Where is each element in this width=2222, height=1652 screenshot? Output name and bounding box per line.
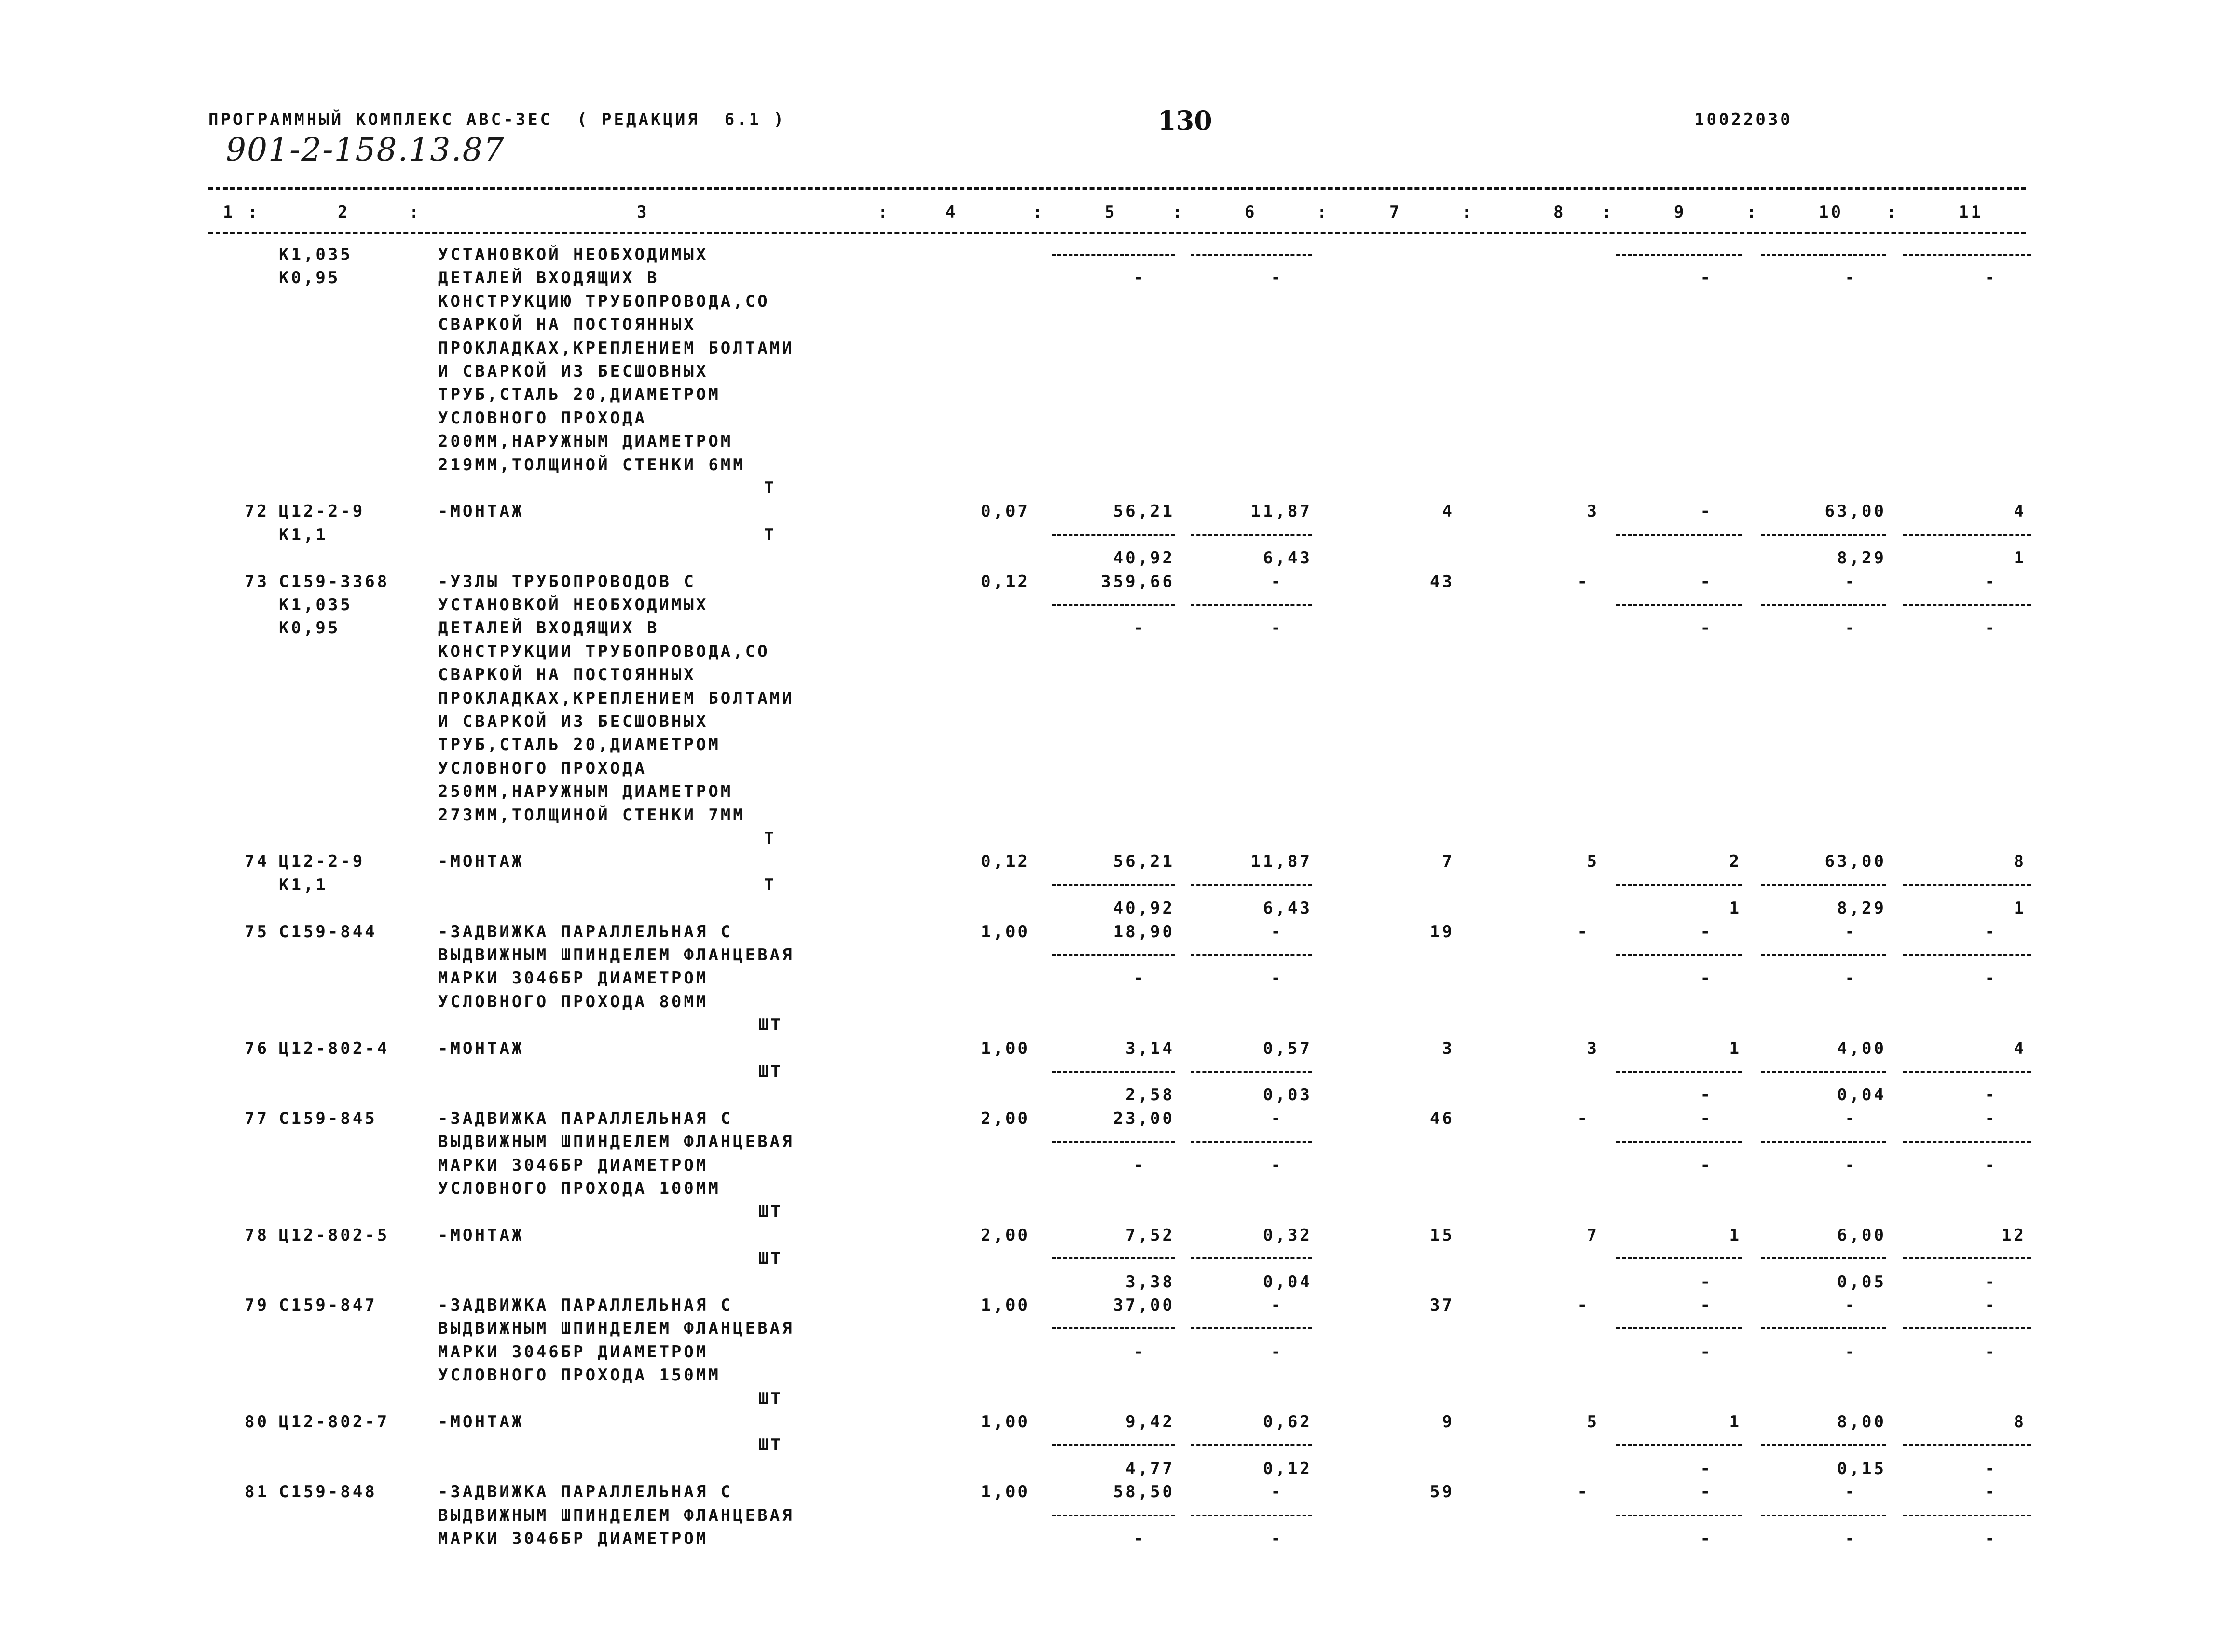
cell-c9: - bbox=[1700, 1272, 1713, 1292]
cell-c5: 4,77 bbox=[1125, 1459, 1175, 1478]
cell-c7: 3 bbox=[1442, 1039, 1454, 1058]
cell-c6: - bbox=[1271, 1156, 1283, 1175]
cell-c10: 4,00 bbox=[1837, 1039, 1886, 1058]
work-description: УСЛОВНОГО ПРОХОДА bbox=[438, 759, 647, 778]
subtotal-dash-c9 bbox=[1616, 1071, 1742, 1073]
work-description: ПРОКЛАДКАХ,КРЕПЛЕНИЕМ БОЛТАМИ bbox=[438, 689, 795, 708]
unit-of-measure: ШТ bbox=[758, 1062, 783, 1081]
cell-c9: - bbox=[1700, 1529, 1713, 1548]
cell-c6: - bbox=[1271, 618, 1283, 638]
cell-c5: 3,38 bbox=[1125, 1272, 1175, 1292]
cell-c10: 0,04 bbox=[1837, 1085, 1886, 1105]
cell-c11: - bbox=[1985, 268, 1997, 287]
cell-c5: 23,00 bbox=[1113, 1109, 1175, 1128]
item-number: 80 bbox=[245, 1412, 269, 1432]
handwritten-series-number: 901-2-158.13.87 bbox=[226, 131, 505, 168]
cell-c10: - bbox=[1845, 1156, 1857, 1175]
cell-c5: - bbox=[1133, 1342, 1146, 1362]
cell-c7: 43 bbox=[1430, 572, 1454, 591]
column-header-10: : bbox=[1317, 203, 1330, 222]
work-description: -МОНТАЖ bbox=[438, 502, 524, 521]
work-description: ВЫДВИЖНЫМ ШПИНДЕЛЕМ ФЛАНЦЕВАЯ bbox=[438, 945, 795, 965]
subtotal-dash-c9 bbox=[1616, 604, 1742, 606]
work-description: 273ММ,ТОЛЩИНОЙ СТЕНКИ 7ММ bbox=[438, 806, 745, 825]
rate-code: К1,1 bbox=[279, 525, 328, 545]
work-description: -ЗАДВИЖКА ПАРАЛЛЕЛЬНАЯ С bbox=[438, 1109, 733, 1128]
cell-c11: - bbox=[1985, 1085, 1997, 1105]
unit-of-measure: ШТ bbox=[758, 1249, 783, 1268]
work-description: -МОНТАЖ bbox=[438, 852, 524, 871]
cell-c6: 0,04 bbox=[1263, 1272, 1312, 1292]
subtotal-dash-c9 bbox=[1616, 1515, 1742, 1516]
cell-c11: - bbox=[1985, 1296, 1997, 1315]
subtotal-dash-c5 bbox=[1052, 254, 1175, 256]
work-description: ПРОКЛАДКАХ,КРЕПЛЕНИЕМ БОЛТАМИ bbox=[438, 339, 795, 358]
cell-c9: - bbox=[1700, 1459, 1713, 1478]
cell-c7: 4 bbox=[1442, 502, 1454, 521]
rate-code: С159-845 bbox=[279, 1109, 377, 1128]
cell-c9: - bbox=[1700, 1109, 1713, 1128]
rate-code: Ц12-802-7 bbox=[279, 1412, 390, 1432]
work-description: -ЗАДВИЖКА ПАРАЛЛЕЛЬНАЯ С bbox=[438, 1482, 733, 1502]
unit-of-measure: ШТ bbox=[758, 1435, 783, 1455]
rate-code: С159-847 bbox=[279, 1296, 377, 1315]
column-header-18: : bbox=[1886, 203, 1899, 222]
cell-c10: - bbox=[1845, 268, 1857, 287]
cell-c9: - bbox=[1700, 1482, 1713, 1502]
subtotal-dash-c6 bbox=[1191, 884, 1312, 886]
subtotal-dash-c10 bbox=[1761, 954, 1886, 956]
column-header-7: 5 bbox=[1105, 203, 1117, 222]
cell-c5: 7,52 bbox=[1125, 1226, 1175, 1245]
column-header-14: : bbox=[1602, 203, 1614, 222]
subtotal-dash-c11 bbox=[1903, 884, 2031, 886]
column-header-5: 4 bbox=[946, 203, 958, 222]
cell-c8: 3 bbox=[1587, 1039, 1599, 1058]
subtotal-dash-c5 bbox=[1052, 884, 1175, 886]
subtotal-dash-c10 bbox=[1761, 1327, 1886, 1329]
work-description: ВЫДВИЖНЫМ ШПИНДЕЛЕМ ФЛАНЦЕВАЯ bbox=[438, 1506, 795, 1525]
column-header-1: 2 bbox=[338, 203, 350, 222]
header-rule-top bbox=[208, 187, 2026, 190]
cell-c8: 5 bbox=[1587, 1412, 1599, 1432]
item-number: 77 bbox=[245, 1109, 269, 1128]
subtotal-dash-c5 bbox=[1052, 1257, 1175, 1259]
unit-of-measure: ШТ bbox=[758, 1389, 783, 1408]
cell-c9: - bbox=[1700, 618, 1713, 638]
rate-code: С159-844 bbox=[279, 922, 377, 942]
cell-c11: 4 bbox=[2014, 1039, 2026, 1058]
cell-c11: 12 bbox=[2002, 1226, 2026, 1245]
work-description: МАРКИ 3046БР ДИАМЕТРОМ bbox=[438, 969, 709, 988]
program-header: ПРОГРАММНЫЙ КОМПЛЕКС АВС-3ЕС ( РЕДАКЦИЯ 6.1 ) bbox=[208, 110, 786, 129]
column-header-6: : bbox=[1032, 203, 1045, 222]
subtotal-dash-c6 bbox=[1191, 1515, 1312, 1516]
rate-code: Ц12-802-4 bbox=[279, 1039, 390, 1058]
cell-c5: - bbox=[1133, 969, 1146, 988]
unit-of-measure: Т bbox=[764, 525, 777, 545]
cell-c11: - bbox=[1985, 1109, 1997, 1128]
work-description: ВЫДВИЖНЫМ ШПИНДЕЛЕМ ФЛАНЦЕВАЯ bbox=[438, 1319, 795, 1338]
item-number: 78 bbox=[245, 1226, 269, 1245]
column-header-3: 3 bbox=[637, 203, 649, 222]
cell-c10: - bbox=[1845, 922, 1857, 942]
subtotal-dash-c11 bbox=[1903, 254, 2031, 256]
cell-c9: - bbox=[1700, 572, 1713, 591]
cell-c4: 2,00 bbox=[981, 1109, 1030, 1128]
cell-c9: 1 bbox=[1729, 1412, 1742, 1432]
cell-c6: 0,62 bbox=[1263, 1412, 1312, 1432]
cell-c5: 58,50 bbox=[1113, 1482, 1175, 1502]
subtotal-dash-c10 bbox=[1761, 1257, 1886, 1259]
cell-c8: - bbox=[1577, 922, 1590, 942]
cell-c9: - bbox=[1700, 1085, 1713, 1105]
subtotal-dash-c10 bbox=[1761, 1444, 1886, 1446]
cell-c4: 0,12 bbox=[981, 572, 1030, 591]
item-number: 75 bbox=[245, 922, 269, 942]
cell-c6: 0,32 bbox=[1263, 1226, 1312, 1245]
work-description: МАРКИ 3046БР ДИАМЕТРОМ bbox=[438, 1156, 709, 1175]
work-description: УСЛОВНОГО ПРОХОДА 100ММ bbox=[438, 1179, 721, 1198]
cell-c10: 6,00 bbox=[1837, 1226, 1886, 1245]
cell-c11: - bbox=[1985, 618, 1997, 638]
column-header-15: 9 bbox=[1674, 203, 1687, 222]
cell-c6: 6,43 bbox=[1263, 899, 1312, 918]
column-header-13: 8 bbox=[1553, 203, 1566, 222]
unit-of-measure: Т bbox=[764, 829, 777, 848]
cell-c11: 8 bbox=[2014, 852, 2026, 871]
subtotal-dash-c10 bbox=[1761, 1515, 1886, 1516]
subtotal-dash-c5 bbox=[1052, 954, 1175, 956]
cell-c8: 5 bbox=[1587, 852, 1599, 871]
cell-c6: 0,03 bbox=[1263, 1085, 1312, 1105]
item-number: 79 bbox=[245, 1296, 269, 1315]
subtotal-dash-c10 bbox=[1761, 884, 1886, 886]
cell-c5: 359,66 bbox=[1101, 572, 1175, 591]
cell-c4: 1,00 bbox=[981, 922, 1030, 942]
subtotal-dash-c9 bbox=[1616, 254, 1742, 256]
subtotal-dash-c9 bbox=[1616, 1257, 1742, 1259]
work-description: СВАРКОЙ НА ПОСТОЯННЫХ bbox=[438, 665, 696, 684]
work-description: УСТАНОВКОЙ НЕОБХОДИМЫХ bbox=[438, 245, 709, 264]
cell-c10: - bbox=[1845, 1482, 1857, 1502]
cell-c5: 18,90 bbox=[1113, 922, 1175, 942]
work-description: -МОНТАЖ bbox=[438, 1412, 524, 1432]
cell-c5: - bbox=[1133, 618, 1146, 638]
cell-c11: - bbox=[1985, 1459, 1997, 1478]
cell-c10: 8,00 bbox=[1837, 1412, 1886, 1432]
subtotal-dash-c6 bbox=[1191, 604, 1312, 606]
subtotal-dash-c10 bbox=[1761, 254, 1886, 256]
work-description: 219ММ,ТОЛЩИНОЙ СТЕНКИ 6ММ bbox=[438, 455, 745, 475]
column-header-2: : bbox=[409, 203, 422, 222]
cell-c6: 0,12 bbox=[1263, 1459, 1312, 1478]
cell-c7: 59 bbox=[1430, 1482, 1454, 1502]
cell-c9: 1 bbox=[1729, 899, 1742, 918]
cell-c9: - bbox=[1700, 1296, 1713, 1315]
unit-of-measure: ШТ bbox=[758, 1202, 783, 1221]
subtotal-dash-c9 bbox=[1616, 1327, 1742, 1329]
unit-of-measure: Т bbox=[764, 478, 777, 498]
subtotal-dash-c6 bbox=[1191, 954, 1312, 956]
cell-c9: - bbox=[1700, 1342, 1713, 1362]
subtotal-dash-c5 bbox=[1052, 604, 1175, 606]
cell-c10: 63,00 bbox=[1824, 852, 1886, 871]
cell-c5: - bbox=[1133, 268, 1146, 287]
item-number: 74 bbox=[245, 852, 269, 871]
cell-c6: - bbox=[1271, 1342, 1283, 1362]
cell-c10: 63,00 bbox=[1824, 502, 1886, 521]
cell-c4: 2,00 bbox=[981, 1226, 1030, 1245]
cell-c4: 1,00 bbox=[981, 1039, 1030, 1058]
cell-c10: - bbox=[1845, 1296, 1857, 1315]
subtotal-dash-c11 bbox=[1903, 604, 2031, 606]
cell-c8: - bbox=[1577, 1109, 1590, 1128]
cell-c9: 1 bbox=[1729, 1226, 1742, 1245]
subtotal-dash-c11 bbox=[1903, 1515, 2031, 1516]
rate-code: К1,035 bbox=[279, 245, 353, 264]
work-description: -ЗАДВИЖКА ПАРАЛЛЕЛЬНАЯ С bbox=[438, 922, 733, 942]
cell-c5: 37,00 bbox=[1113, 1296, 1175, 1315]
subtotal-dash-c11 bbox=[1903, 1257, 2031, 1259]
cell-c5: 2,58 bbox=[1125, 1085, 1175, 1105]
cell-c10: - bbox=[1845, 1342, 1857, 1362]
subtotal-dash-c9 bbox=[1616, 884, 1742, 886]
cell-c9: - bbox=[1700, 502, 1713, 521]
cell-c11: - bbox=[1985, 922, 1997, 942]
cell-c9: - bbox=[1700, 1156, 1713, 1175]
cell-c7: 9 bbox=[1442, 1412, 1454, 1432]
cell-c6: - bbox=[1271, 1529, 1283, 1548]
work-description: ТРУБ,СТАЛЬ 20,ДИАМЕТРОМ bbox=[438, 385, 721, 404]
subtotal-dash-c6 bbox=[1191, 1071, 1312, 1073]
cell-c4: 1,00 bbox=[981, 1482, 1030, 1502]
cell-c11: - bbox=[1985, 969, 1997, 988]
item-number: 72 bbox=[245, 502, 269, 521]
subtotal-dash-c10 bbox=[1761, 1141, 1886, 1143]
work-description: 200ММ,НАРУЖНЫМ ДИАМЕТРОМ bbox=[438, 432, 733, 451]
work-description: И СВАРКОЙ ИЗ БЕСШОВНЫХ bbox=[438, 712, 709, 731]
cell-c8: - bbox=[1577, 1296, 1590, 1315]
cell-c6: - bbox=[1271, 1109, 1283, 1128]
subtotal-dash-c5 bbox=[1052, 534, 1175, 536]
cell-c6: 6,43 bbox=[1263, 548, 1312, 568]
work-description: МАРКИ 3046БР ДИАМЕТРОМ bbox=[438, 1529, 709, 1548]
cell-c10: - bbox=[1845, 1109, 1857, 1128]
cell-c10: 0,15 bbox=[1837, 1459, 1886, 1478]
cell-c6: - bbox=[1271, 969, 1283, 988]
cell-c7: 7 bbox=[1442, 852, 1454, 871]
cell-c4: 1,00 bbox=[981, 1412, 1030, 1432]
work-description: И СВАРКОЙ ИЗ БЕСШОВНЫХ bbox=[438, 362, 709, 381]
cell-c5: 40,92 bbox=[1113, 899, 1175, 918]
column-header-0: 1 : bbox=[223, 203, 260, 222]
cell-c8: - bbox=[1577, 1482, 1590, 1502]
subtotal-dash-c5 bbox=[1052, 1141, 1175, 1143]
work-description: УСЛОВНОГО ПРОХОДА 150ММ bbox=[438, 1365, 721, 1385]
column-header-11: 7 bbox=[1389, 203, 1402, 222]
cell-c7: 15 bbox=[1430, 1226, 1454, 1245]
cell-c11: - bbox=[1985, 1342, 1997, 1362]
cell-c9: - bbox=[1700, 922, 1713, 942]
cell-c7: 46 bbox=[1430, 1109, 1454, 1128]
document-code: 10022030 bbox=[1694, 110, 1793, 129]
work-description: СВАРКОЙ НА ПОСТОЯННЫХ bbox=[438, 315, 696, 334]
rate-code: С159-3368 bbox=[279, 572, 390, 591]
cell-c6: 11,87 bbox=[1250, 852, 1312, 871]
subtotal-dash-c6 bbox=[1191, 1141, 1312, 1143]
cell-c6: - bbox=[1271, 572, 1283, 591]
subtotal-dash-c10 bbox=[1761, 1071, 1886, 1073]
rate-code: К1,035 bbox=[279, 595, 353, 614]
cell-c10: - bbox=[1845, 572, 1857, 591]
subtotal-dash-c6 bbox=[1191, 1444, 1312, 1446]
work-description: МАРКИ 3046БР ДИАМЕТРОМ bbox=[438, 1342, 709, 1362]
subtotal-dash-c6 bbox=[1191, 254, 1312, 256]
subtotal-dash-c11 bbox=[1903, 1071, 2031, 1073]
cell-c10: - bbox=[1845, 969, 1857, 988]
work-description: -ЗАДВИЖКА ПАРАЛЛЕЛЬНАЯ С bbox=[438, 1296, 733, 1315]
cell-c6: 11,87 bbox=[1250, 502, 1312, 521]
cell-c10: - bbox=[1845, 1529, 1857, 1548]
work-description: КОНСТРУКЦИИ ТРУБОПРОВОДА,СО bbox=[438, 642, 770, 661]
cell-c6: - bbox=[1271, 268, 1283, 287]
rate-code: Ц12-2-9 bbox=[279, 852, 365, 871]
subtotal-dash-c10 bbox=[1761, 604, 1886, 606]
cell-c5: 40,92 bbox=[1113, 548, 1175, 568]
cell-c11: 8 bbox=[2014, 1412, 2026, 1432]
page-number: 130 bbox=[1158, 105, 1212, 136]
cell-c11: - bbox=[1985, 1272, 1997, 1292]
cell-c5: - bbox=[1133, 1156, 1146, 1175]
subtotal-dash-c11 bbox=[1903, 1141, 2031, 1143]
column-header-9: 6 bbox=[1245, 203, 1257, 222]
unit-of-measure: ШТ bbox=[758, 1015, 783, 1035]
subtotal-dash-c6 bbox=[1191, 1327, 1312, 1329]
cell-c11: 4 bbox=[2014, 502, 2026, 521]
work-description: УСТАНОВКОЙ НЕОБХОДИМЫХ bbox=[438, 595, 709, 614]
cell-c6: - bbox=[1271, 922, 1283, 942]
column-header-17: 10 bbox=[1819, 203, 1843, 222]
rate-code: Ц12-802-5 bbox=[279, 1226, 390, 1245]
rate-code: К0,95 bbox=[279, 268, 341, 287]
subtotal-dash-c5 bbox=[1052, 1515, 1175, 1516]
subtotal-dash-c6 bbox=[1191, 534, 1312, 536]
cell-c10: 8,29 bbox=[1837, 548, 1886, 568]
subtotal-dash-c11 bbox=[1903, 954, 2031, 956]
subtotal-dash-c11 bbox=[1903, 534, 2031, 536]
cell-c4: 1,00 bbox=[981, 1296, 1030, 1315]
rate-code: К0,95 bbox=[279, 618, 341, 638]
cell-c11: - bbox=[1985, 1529, 1997, 1548]
column-header-12: : bbox=[1462, 203, 1474, 222]
cell-c5: 9,42 bbox=[1125, 1412, 1175, 1432]
column-header-19: 11 bbox=[1959, 203, 1983, 222]
work-description: 250ММ,НАРУЖНЫМ ДИАМЕТРОМ bbox=[438, 782, 733, 801]
cell-c10: 8,29 bbox=[1837, 899, 1886, 918]
cell-c5: 56,21 bbox=[1113, 852, 1175, 871]
subtotal-dash-c5 bbox=[1052, 1444, 1175, 1446]
header-rule-bottom bbox=[208, 232, 2026, 234]
cell-c4: 0,12 bbox=[981, 852, 1030, 871]
item-number: 73 bbox=[245, 572, 269, 591]
work-description: УСЛОВНОГО ПРОХОДА 80ММ bbox=[438, 992, 709, 1011]
subtotal-dash-c6 bbox=[1191, 1257, 1312, 1259]
column-header-4: : bbox=[878, 203, 891, 222]
rate-code: К1,1 bbox=[279, 875, 328, 895]
subtotal-dash-c9 bbox=[1616, 1444, 1742, 1446]
cell-c4: 0,07 bbox=[981, 502, 1030, 521]
subtotal-dash-c5 bbox=[1052, 1071, 1175, 1073]
cell-c5: 56,21 bbox=[1113, 502, 1175, 521]
rate-code: С159-848 bbox=[279, 1482, 377, 1502]
subtotal-dash-c9 bbox=[1616, 1141, 1742, 1143]
cell-c11: 1 bbox=[2014, 899, 2026, 918]
cell-c5: - bbox=[1133, 1529, 1146, 1548]
cell-c6: - bbox=[1271, 1482, 1283, 1502]
subtotal-dash-c9 bbox=[1616, 534, 1742, 536]
work-description: -УЗЛЫ ТРУБОПРОВОДОВ С bbox=[438, 572, 696, 591]
cell-c8: 3 bbox=[1587, 502, 1599, 521]
cell-c9: - bbox=[1700, 268, 1713, 287]
column-header-16: : bbox=[1746, 203, 1759, 222]
subtotal-dash-c5 bbox=[1052, 1327, 1175, 1329]
cell-c5: 3,14 bbox=[1125, 1039, 1175, 1058]
cell-c6: 0,57 bbox=[1263, 1039, 1312, 1058]
work-description: ТРУБ,СТАЛЬ 20,ДИАМЕТРОМ bbox=[438, 735, 721, 754]
column-header-8: : bbox=[1172, 203, 1185, 222]
cell-c7: 19 bbox=[1430, 922, 1454, 942]
cell-c11: - bbox=[1985, 572, 1997, 591]
cell-c9: 1 bbox=[1729, 1039, 1742, 1058]
cell-c11: - bbox=[1985, 1482, 1997, 1502]
work-description: ДЕТАЛЕЙ ВХОДЯЩИХ В bbox=[438, 268, 659, 287]
subtotal-dash-c11 bbox=[1903, 1327, 2031, 1329]
cell-c8: 7 bbox=[1587, 1226, 1599, 1245]
cell-c6: - bbox=[1271, 1296, 1283, 1315]
cell-c11: - bbox=[1985, 1156, 1997, 1175]
cell-c9: 2 bbox=[1729, 852, 1742, 871]
cell-c7: 37 bbox=[1430, 1296, 1454, 1315]
work-description: -МОНТАЖ bbox=[438, 1039, 524, 1058]
item-number: 76 bbox=[245, 1039, 269, 1058]
rate-code: Ц12-2-9 bbox=[279, 502, 365, 521]
item-number: 81 bbox=[245, 1482, 269, 1502]
work-description: ДЕТАЛЕЙ ВХОДЯЩИХ В bbox=[438, 618, 659, 638]
work-description: ВЫДВИЖНЫМ ШПИНДЕЛЕМ ФЛАНЦЕВАЯ bbox=[438, 1132, 795, 1151]
cell-c11: 1 bbox=[2014, 548, 2026, 568]
work-description: -МОНТАЖ bbox=[438, 1226, 524, 1245]
cell-c10: - bbox=[1845, 618, 1857, 638]
subtotal-dash-c10 bbox=[1761, 534, 1886, 536]
cell-c8: - bbox=[1577, 572, 1590, 591]
work-description: КОНСТРУКЦИЮ ТРУБОПРОВОДА,СО bbox=[438, 292, 770, 311]
work-description: УСЛОВНОГО ПРОХОДА bbox=[438, 409, 647, 428]
subtotal-dash-c11 bbox=[1903, 1444, 2031, 1446]
cell-c9: - bbox=[1700, 969, 1713, 988]
unit-of-measure: Т bbox=[764, 875, 777, 895]
subtotal-dash-c9 bbox=[1616, 954, 1742, 956]
cell-c10: 0,05 bbox=[1837, 1272, 1886, 1292]
